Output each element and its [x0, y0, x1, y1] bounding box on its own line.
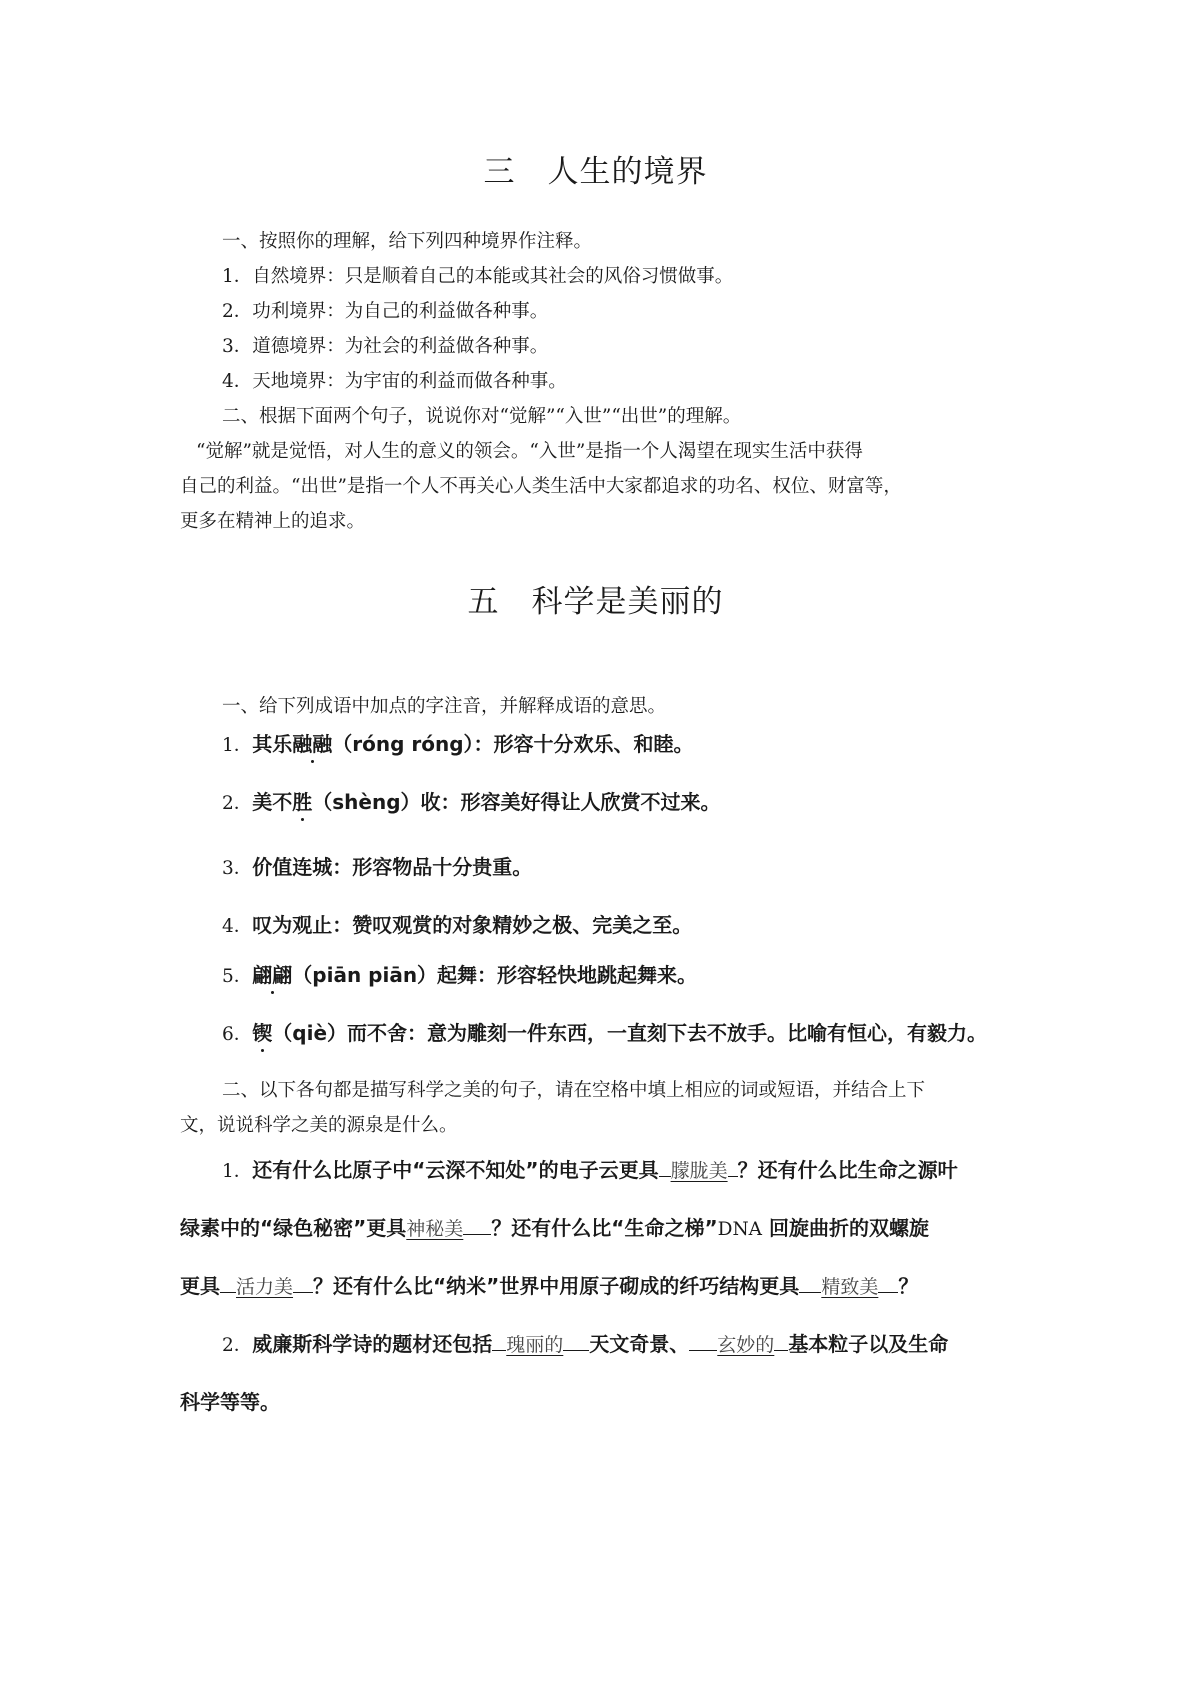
idiom-item-5 — [222, 963, 1062, 989]
idiom-item-4 — [222, 913, 1062, 939]
sentence-text: ？还有什么比“生命之梯” — [491, 1216, 718, 1240]
fill-item-2-line-2 — [180, 1390, 1020, 1414]
sentence-text: ？ — [898, 1274, 919, 1298]
item-number: 1． — [222, 1161, 253, 1182]
sentence-text: 绿素中的“绿色秘密”更具 — [180, 1216, 407, 1240]
blank-line — [563, 1332, 589, 1351]
dotted-characters: 翩翩 — [252, 963, 293, 987]
sentence-text: 还有什么比原子中“云深不知处”的电子云更具 — [252, 1158, 659, 1182]
filled-answer: 神秘美 — [406, 1218, 464, 1240]
sentence-text: 基本粒子以及生命 — [788, 1332, 949, 1356]
fill-item-1-line-1 — [222, 1158, 1062, 1184]
idiom-explanation: （róng róng）：形容十分欢乐、和睦。 — [332, 732, 694, 756]
idiom-item-3 — [222, 855, 1062, 881]
idiom-item-1 — [222, 732, 1062, 758]
fill-item-2-line-1 — [222, 1332, 1062, 1358]
question-2-prompt-continued: 文，说说科学之美的源泉是什么。 — [180, 1115, 458, 1136]
blank-line — [728, 1158, 738, 1177]
list-item: 1．自然境界：只是顺着自己的本能或其社会的风俗习惯做事。 — [222, 266, 734, 287]
filled-answer: 瑰丽的 — [506, 1334, 564, 1356]
item-number: 6． — [222, 1024, 253, 1045]
item-number: 5． — [222, 966, 253, 987]
idiom-explanation: （piān piān）起舞：形容轻快地跳起舞来。 — [292, 963, 698, 987]
sentence-text: 更具 — [180, 1274, 220, 1298]
item-number: 2． — [222, 1335, 253, 1356]
sentence-text: ？还有什么比生命之源叶 — [737, 1158, 958, 1182]
filled-answer: 活力美 — [236, 1276, 294, 1298]
sentence-text: 天文奇景、 — [589, 1332, 690, 1356]
section-title-science-beauty: 五 科学是美丽的 — [467, 584, 724, 620]
item-number: 1． — [222, 735, 253, 756]
blank-line — [220, 1274, 236, 1293]
item-number: 4． — [222, 916, 253, 937]
blank-line — [659, 1158, 671, 1177]
list-item: 3．道德境界：为社会的利益做各种事。 — [222, 336, 549, 357]
blank-line — [492, 1332, 506, 1351]
blank-line — [293, 1274, 313, 1293]
answer-line: “觉解”就是觉悟，对人生的意义的领会。“入世”是指一个人渴望在现实生活中获得 — [196, 441, 863, 462]
item-number: 3． — [222, 858, 253, 879]
list-item: 4．天地境界：为宇宙的利益而做各种事。 — [222, 371, 567, 392]
filled-answer: 精致美 — [821, 1276, 879, 1298]
blank-line — [878, 1274, 898, 1293]
idiom-text: 美不 — [252, 790, 293, 814]
idiom-text: 其乐 — [252, 732, 293, 756]
dotted-characters: 胜 — [292, 790, 313, 814]
idiom-item-2 — [222, 790, 1062, 816]
question-2-prompt: 二、以下各句都是描写科学之美的句子，请在空格中填上相应的词或短语，并结合上下 — [222, 1080, 926, 1101]
blank-line — [689, 1332, 717, 1351]
sentence-text: 科学等等。 — [180, 1390, 280, 1414]
question-1-prompt: 一、按照你的理解，给下列四种境界作注释。 — [222, 231, 593, 252]
answer-line: 自己的利益。“出世”是指一个人不再关心人类生活中大家都追求的功名、权位、财富等， — [180, 476, 902, 497]
section-title-life-realm: 三 人生的境界 — [483, 154, 708, 190]
list-item: 2．功利境界：为自己的利益做各种事。 — [222, 301, 549, 322]
item-number: 2． — [222, 793, 253, 814]
idiom-explanation: （qiè）而不舍：意为雕刻一件东西，一直刻下去不放手。比喻有恒心，有毅力。 — [272, 1021, 988, 1045]
fill-item-1-line-2 — [180, 1216, 1020, 1242]
answer-line: 更多在精神上的追求。 — [180, 511, 366, 532]
question-2-prompt: 二、根据下面两个句子，说说你对“觉解”“入世”“出世”的理解。 — [222, 406, 742, 427]
idiom-text: 价值连城：形容物品十分贵重。 — [252, 855, 533, 879]
sentence-text: 威廉斯科学诗的题材还包括 — [252, 1332, 493, 1356]
idiom-explanation: （shèng）收：形容美好得让人欣赏不过来。 — [312, 790, 721, 814]
idiom-item-6 — [222, 1021, 1062, 1047]
filled-answer: 玄妙的 — [717, 1334, 775, 1356]
dotted-characters: 锲 — [252, 1021, 273, 1045]
blank-line — [799, 1274, 821, 1293]
sentence-text: ？还有什么比“纳米”世界中用原子砌成的纤巧结构更具 — [313, 1274, 800, 1298]
filled-answer: 朦胧美 — [670, 1160, 728, 1182]
idiom-text: 叹为观止：赞叹观赏的对象精妙之极、完美之至。 — [252, 913, 693, 937]
question-1-prompt: 一、给下列成语中加点的字注音，并解释成语的意思。 — [222, 696, 667, 717]
blank-line — [463, 1216, 491, 1235]
sentence-text: 回旋曲折的双螺旋 — [762, 1216, 929, 1240]
dotted-characters: 融融 — [292, 732, 333, 756]
dna-text: DNA — [717, 1219, 762, 1240]
blank-line — [774, 1332, 788, 1351]
fill-item-1-line-3 — [180, 1274, 1020, 1299]
